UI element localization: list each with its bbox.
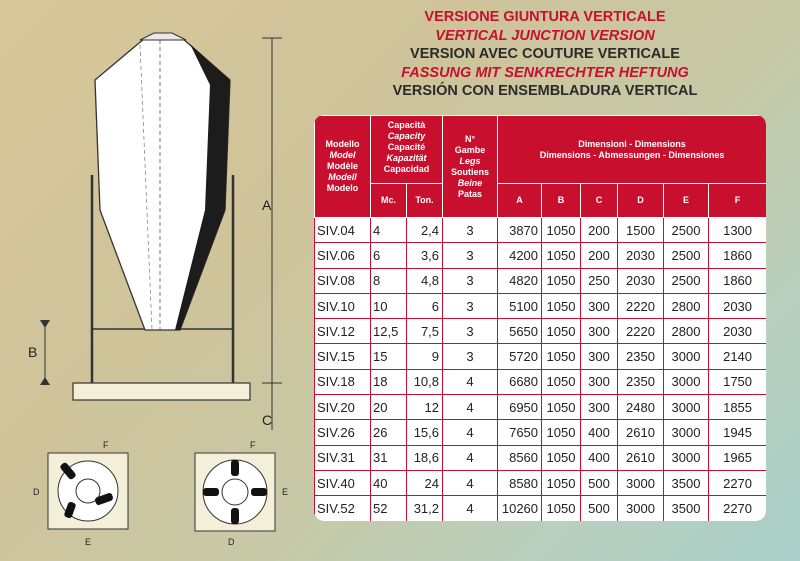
cell-mc: 6 [371,243,407,268]
cell-model: SIV.04 [315,218,371,243]
cell-f: 1860 [709,243,766,268]
header-col-c: C [581,184,618,218]
cell-d: 2220 [618,319,664,344]
cell-d: 2610 [618,445,664,470]
cell-legs: 3 [443,218,498,243]
cell-d: 3000 [618,496,664,521]
cell-d: 3000 [618,470,664,495]
cell-c: 200 [581,243,618,268]
cell-c: 500 [581,496,618,521]
title-english: VERTICAL JUNCTION VERSION [435,27,655,44]
cell-legs: 4 [443,420,498,445]
cell-mc: 31 [371,445,407,470]
cell-mc: 18 [371,369,407,394]
cell-b: 1050 [542,268,581,293]
cell-b: 1050 [542,293,581,318]
cell-model: SIV.06 [315,243,371,268]
cell-a: 5100 [498,293,542,318]
cell-mc: 52 [371,496,407,521]
dimension-arrow [40,377,50,385]
table-row [315,218,767,243]
cell-legs: 4 [443,395,498,420]
cell-c: 400 [581,445,618,470]
cell-model: SIV.52 [315,496,371,521]
leg-mark [231,460,239,476]
cell-ton: 9 [407,344,443,369]
cell-a: 4820 [498,268,542,293]
dimension-c-label: C [262,412,273,428]
cell-e: 3000 [664,420,709,445]
cell-a: 6950 [498,395,542,420]
cell-model: SIV.31 [315,445,371,470]
cell-b: 1050 [542,420,581,445]
title-french: VERSION AVEC COUTURE VERTICALE [410,46,680,62]
cell-c: 300 [581,319,618,344]
cell-a: 6680 [498,369,542,394]
plan-label-e: E [85,537,92,547]
cell-f: 1750 [709,369,766,394]
table-row [315,420,767,445]
cell-e: 2500 [664,268,709,293]
table-row [315,369,767,394]
cell-d: 2480 [618,395,664,420]
cell-model: SIV.26 [315,420,371,445]
header-mc: Mc. [371,184,407,218]
table-row [315,243,767,268]
cell-c: 300 [581,344,618,369]
cell-c: 300 [581,293,618,318]
cell-ton: 31,2 [407,496,443,521]
cell-mc: 8 [371,268,407,293]
cell-mc: 20 [371,395,407,420]
cell-d: 2030 [618,243,664,268]
table-row [315,445,767,470]
cell-f: 2270 [709,470,766,495]
title-italian: VERSIONE GIUNTURA VERTICALE [424,9,666,25]
header-dimensions: Dimensioni - Dimensions Dimensions - Abmessungen - Dimensiones [498,116,766,184]
leg-mark [203,488,219,496]
cell-a: 4200 [498,243,542,268]
cell-legs: 4 [443,369,498,394]
cell-model: SIV.20 [315,395,371,420]
silo-base [73,383,250,400]
header-model: Modello Model Modèle Modell Modelo [315,116,371,218]
plan-label-f: F [103,440,109,450]
cell-f: 2270 [709,496,766,521]
cell-e: 3000 [664,344,709,369]
cell-e: 3000 [664,395,709,420]
title-block [360,8,730,101]
cell-ton: 15,6 [407,420,443,445]
cell-ton: 3,6 [407,243,443,268]
silo-technical-drawing [0,0,320,561]
cell-ton: 2,4 [407,218,443,243]
cell-e: 3000 [664,369,709,394]
cell-mc: 15 [371,344,407,369]
spec-table-container [314,115,766,521]
cell-e: 3000 [664,445,709,470]
cell-d: 2030 [618,268,664,293]
header-col-b: B [542,184,581,218]
cell-legs: 3 [443,293,498,318]
cell-c: 400 [581,420,618,445]
title-german: FASSUNG MIT SENKRECHTER HEFTUNG [401,64,689,81]
cell-mc: 4 [371,218,407,243]
cell-legs: 4 [443,445,498,470]
cell-model: SIV.10 [315,293,371,318]
cell-a: 8580 [498,470,542,495]
cell-b: 1050 [542,344,581,369]
cell-d: 2610 [618,420,664,445]
cell-f: 2140 [709,344,766,369]
plan-hole [222,479,248,505]
cell-a: 3870 [498,218,542,243]
cell-f: 1300 [709,218,766,243]
cell-d: 2350 [618,369,664,394]
silo-cap [140,33,186,40]
cell-b: 1050 [542,319,581,344]
cell-b: 1050 [542,218,581,243]
table-row [315,344,767,369]
cell-ton: 10,8 [407,369,443,394]
header-ton: Ton. [407,184,443,218]
cell-b: 1050 [542,470,581,495]
header-col-f: F [709,184,766,218]
leg-mark [231,508,239,524]
cell-mc: 10 [371,293,407,318]
cell-f: 2030 [709,293,766,318]
cell-model: SIV.08 [315,268,371,293]
header-col-e: E [664,184,709,218]
cell-f: 1860 [709,268,766,293]
cell-legs: 3 [443,268,498,293]
cell-legs: 3 [443,319,498,344]
cell-a: 8560 [498,445,542,470]
cell-legs: 4 [443,496,498,521]
cell-ton: 24 [407,470,443,495]
table-row [315,470,767,495]
cell-legs: 4 [443,470,498,495]
cell-d: 1500 [618,218,664,243]
cell-model: SIV.12 [315,319,371,344]
cell-d: 2350 [618,344,664,369]
cell-e: 2500 [664,218,709,243]
cell-a: 5650 [498,319,542,344]
plan-label-d: D [228,537,235,547]
header-legs: N° Gambe Legs Soutiens Beine Patas [443,116,498,218]
cell-c: 200 [581,218,618,243]
cell-a: 10260 [498,496,542,521]
header-col-a: A [498,184,542,218]
cell-ton: 12 [407,395,443,420]
cell-legs: 3 [443,243,498,268]
cell-ton: 18,6 [407,445,443,470]
title-spanish: VERSIÓN CON ENSEMBLADURA VERTICAL [392,83,698,99]
cell-legs: 3 [443,344,498,369]
cell-c: 250 [581,268,618,293]
cell-f: 1855 [709,395,766,420]
cell-c: 300 [581,395,618,420]
cell-d: 2220 [618,293,664,318]
cell-model: SIV.15 [315,344,371,369]
plan-label-d: D [33,487,40,497]
cell-c: 500 [581,470,618,495]
cell-e: 3500 [664,470,709,495]
header-capacity: Capacità Capacity Capacité Kapazität Capacidad [371,116,443,184]
cell-f: 2030 [709,319,766,344]
spec-table [314,115,766,521]
cell-e: 3500 [664,496,709,521]
cell-ton: 6 [407,293,443,318]
cell-ton: 7,5 [407,319,443,344]
cell-b: 1050 [542,496,581,521]
plan-label-f: F [250,440,256,450]
cell-f: 1945 [709,420,766,445]
dimension-b-label: B [28,344,38,360]
cell-f: 1965 [709,445,766,470]
cell-a: 7650 [498,420,542,445]
cell-b: 1050 [542,445,581,470]
cell-e: 2800 [664,293,709,318]
cell-b: 1050 [542,243,581,268]
cell-model: SIV.18 [315,369,371,394]
cell-mc: 12,5 [371,319,407,344]
cell-e: 2500 [664,243,709,268]
cell-a: 5720 [498,344,542,369]
table-row [315,293,767,318]
table-row [315,395,767,420]
table-row [315,319,767,344]
table-row [315,496,767,521]
cell-mc: 40 [371,470,407,495]
cell-e: 2800 [664,319,709,344]
plan-label-e: E [282,487,289,497]
header-col-d: D [618,184,664,218]
leg-mark [251,488,267,496]
dimension-arrow [40,320,50,328]
table-row [315,268,767,293]
dimension-a-label: A [262,197,272,213]
cell-b: 1050 [542,395,581,420]
cell-c: 300 [581,369,618,394]
cell-model: SIV.40 [315,470,371,495]
cell-b: 1050 [542,369,581,394]
cell-mc: 26 [371,420,407,445]
cell-ton: 4,8 [407,268,443,293]
